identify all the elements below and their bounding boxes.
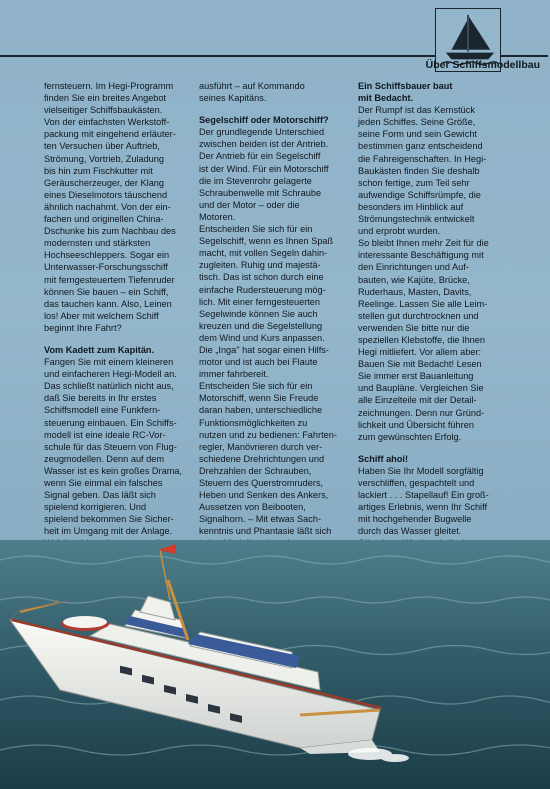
text-line: regler, Manövrieren durch ver- [199,441,323,452]
text-line: Unterwasser-Forschungsschiff [44,262,168,273]
text-line: ausführt – auf Kommando [199,81,305,91]
text-line: Die „Inga" hat sogar einen Hilfs- [199,344,329,355]
text-line: los! Aber mit welchem Schiff [44,310,159,321]
text-line: wenn Sie einmal ein falsches [44,478,163,488]
text-line: verwenden Sie bitte nur die [358,322,470,333]
section-heading-ahoi: Schiff ahoi! [358,453,409,464]
text-line: mit ferngesteuertem Tiefenruder [44,274,175,285]
text-line: zwischen beiden ist der Antrieb. [199,139,329,150]
column-1 [44,80,194,574]
text-line: Bauen Sie mit Bedacht! Lesen [358,359,482,370]
text-line: schule für das Steuern von Flug- [44,441,177,452]
col3-body1 [358,104,508,443]
text-line: Schiffsmodell eine Funkfern- [44,405,161,416]
text-line: bauten, wie Kajüte, Brücke, [358,274,470,285]
column-3 [358,80,508,562]
text-line: Von der einfachsten Werkstoff- [44,117,170,128]
text-line: kenntnis und Phantasie läßt sich [199,526,332,537]
text-line: macht, mit vollen Segeln dahin- [199,248,328,259]
text-line: daß Sie bereits in Ihr erstes [44,393,157,404]
text-line: lackiert . . . Stapellauf! Ein groß- [358,490,489,501]
text-line: nutzen und zu bedienen: Fahrten- [199,429,337,440]
text-line: Schraubenwelle mit Schraube [199,187,322,198]
text-line: packung mit eingehend erläuter- [44,129,176,140]
text-line: eines Dieselmotors täuschend [44,189,168,200]
text-line: lich. Mit einer ferngesteuerten [199,296,321,307]
text-line: Der grundlegende Unterschied [199,127,325,138]
text-line: Der Rumpf ist das Kernstück [358,105,475,116]
text-line: Heben und Senken des Ankers, [199,490,329,501]
text-line: Strömungstechnik entwickelt [358,214,475,225]
text-line: zugleiten. Ruhig und majestä- [199,260,321,271]
text-line: kreuzen und die Segelstellung [199,320,323,331]
section-heading-schiffsbauer [358,80,508,104]
text-line: die Fahreigenschaften. In Hegi- [358,153,487,164]
text-line: und erprobt wurden. [358,226,441,237]
text-line: daran haben, unterschiedliche [199,405,323,416]
text-line: Steuern des Querstromruders, [199,478,324,488]
text-line: mit hochgehender Bugwelle [358,514,472,525]
text-line: schiedene Drehrichtungen und [199,453,325,464]
text-line: können Sie bauen – ein Schiff, [44,286,169,297]
col1-intro [44,80,194,334]
text-line: modell ist eine ideale RC-Vor- [44,429,166,440]
text-line: jeden Schiffes. Seine Größe, [358,117,476,128]
col2-body [199,126,351,573]
text-line: Ein Schiffsbauer baut [358,81,453,91]
text-line: Hochseeschleppers. Sogar ein [44,250,170,261]
text-line: Baukästen finden Sie deshalb [358,165,480,176]
text-line: steuerung einbauen. Ein Schiffs- [44,417,177,428]
yacht-photo [0,540,550,789]
text-line: Segelschiff, wenn es Ihnen Spaß [199,236,334,247]
text-line: aufwendige Schiffsrümpfe, die [358,189,481,200]
text-line: mit Bedacht. [358,93,414,104]
text-line: ähnlich nachahmt. Von der ein- [44,201,171,212]
text-line: den Einrichtungen und Auf- [358,262,469,273]
text-line: Das schließt natürlich nicht aus, [44,381,174,392]
text-line: beginnt Ihre Fahrt? [44,322,122,333]
text-line: stellen gut durchtrocknen und [358,310,479,321]
text-line: seine Form und sein Gewicht [358,129,477,140]
text-line: Motorschiff, wenn Sie Freude [199,393,319,404]
column-2 [199,80,351,574]
text-line: heit im Umgang mit der Anlage. [44,526,173,537]
text-line: besonders im Hinblick auf [358,201,464,212]
text-line: Haben Sie Ihr Modell sorgfältig [358,465,484,476]
text-line: motor und ist auch bei Flaute [199,357,318,368]
text-line: Strömung, Vortrieb, Zuladung [44,153,165,164]
text-line: modernsten und stärksten [44,238,151,249]
text-line: ist der Wind. Für ein Motorschiff [199,163,329,174]
text-line: zeugmodellen. Denn auf dem [44,453,165,464]
text-line: bis hin zum Fischkutter mit [44,165,153,176]
col2-intro [199,80,351,104]
text-line: bestimmen ganz entscheidend [358,141,483,152]
text-line: Wasser ist es kein großes Drama, [44,465,183,476]
text-line: spielend bekommen Sie Sicher- [44,514,174,525]
text-line: Entscheiden Sie sich für ein [199,224,313,235]
text-line: artiges Erlebnis, wenn Ihr Schiff [358,502,488,513]
text-line: einfache Rudersteuerung mög- [199,284,326,295]
text-line: Sie immer erst Bauanleitung [358,371,474,382]
text-line: tisch. Das ist schon durch eine [199,272,324,283]
text-line: Fangen Sie mit einem kleineren [44,357,174,368]
text-line: und Baupläne. Vergleichen Sie [358,383,484,394]
text-line: dem Wind und Kurs anpassen. [199,332,325,343]
section-heading-kadett: Vom Kadett zum Kapitän. [44,344,155,355]
text-line: finden Sie ein breites Angebot [44,93,167,104]
text-line: Segelwinde können Sie auch [199,308,318,319]
text-line: schon fertige, zum Teil sehr [358,177,470,188]
text-line: zeichnungen. Denn nur Gründ- [358,407,485,418]
text-line: Hegi mitliefert. Vor allem aber: [358,347,482,358]
text-line: das tauchen kann. Also, Leinen [44,298,172,309]
text-line: ten Versuchen über Auftrieb, [44,141,160,152]
text-line: Geräuscherzeuger, der Klang [44,177,165,188]
text-line: und der Motor – oder die [199,199,300,210]
text-line: Entscheiden Sie sich für ein [199,381,313,392]
text-line: die im Stevenrohr gelagerte [199,175,312,186]
text-line: fachen und originellen China- [44,214,164,225]
text-line: Signal geben. Das läßt sich [44,490,156,501]
text-line: durch das Wasser gleitet. [358,526,462,537]
text-line: Der Antrieb für ein Segelschiff [199,151,321,162]
text-line: Funktionsmöglichkeiten zu [199,417,308,428]
text-line: und einfacheren Hegi-Modell an. [44,369,177,380]
text-line: zum gewünschten Erfolg. [358,431,462,442]
text-line: alle Einzelteile mit der Detail- [358,395,477,406]
text-line: Aussetzen von Beibooten, [199,502,306,513]
page-title: Über Schiffsmodellbau [425,59,540,71]
text-line: seines Kapitäns. [199,93,267,104]
text-line: verschliffen, gespachtelt und [358,478,475,488]
text-line: interessante Beschäftigung mit [358,250,484,261]
text-line: lichkeit und Übersicht führen [358,419,474,430]
section-heading-segelschiff: Segelschiff oder Motorschiff? [199,115,329,126]
text-line: So bleibt Ihnen mehr Zeit für die [358,238,489,249]
text-line: speziellen Klebstoffe, die Ihnen [358,334,486,345]
text-line: Ruderhaus, Masten, Davits, [358,286,472,297]
text-line: spielend korrigieren. Und [44,502,147,513]
text-line: fernsteuern. Im Hegi-Programm [44,81,174,91]
text-line: Motoren. [199,211,236,222]
text-line: Reelinge. Lassen Sie alle Leim- [358,298,488,309]
text-line: immer fahrbereit. [199,369,269,380]
text-line: Dschunke bis zum Nachbau des [44,226,176,237]
text-line: Signalhorn. – Mit etwas Sach- [199,514,322,525]
text-line: vielseitiger Schiffsbaukästen. [44,105,163,116]
text-line: Drehzahlen der Schrauben, [199,465,312,476]
